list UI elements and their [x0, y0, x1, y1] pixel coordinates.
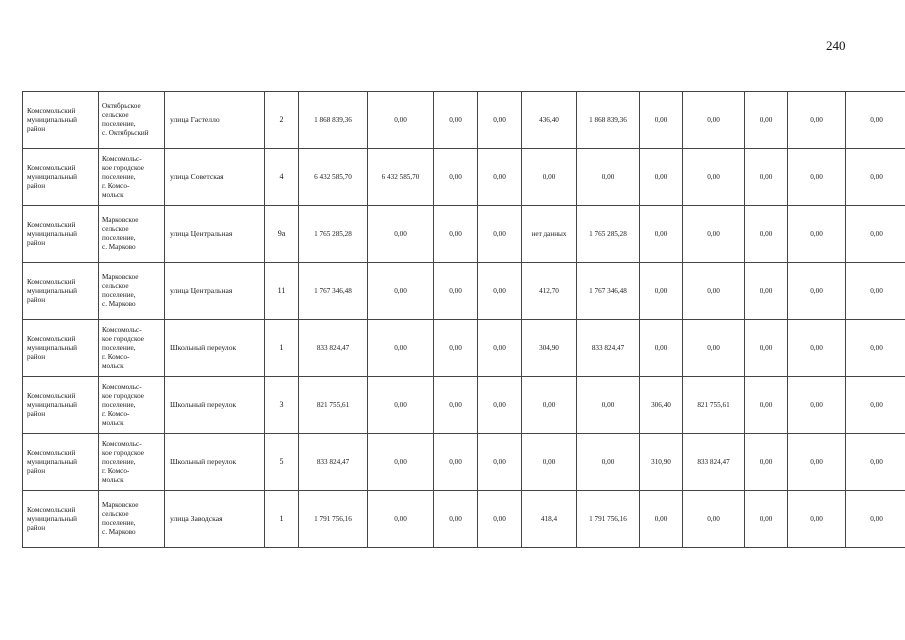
value-cell: 0,00: [788, 377, 846, 434]
value-cell: 0,00: [745, 434, 788, 491]
value-cell: 833 824,47: [299, 434, 368, 491]
value-cell: 0,00: [368, 377, 434, 434]
value-cell: 0,00: [434, 206, 478, 263]
table-row: [23, 263, 905, 320]
value-cell: 0,00: [478, 206, 522, 263]
value-cell: 0,00: [434, 434, 478, 491]
street-cell: улица Гастелло: [165, 92, 265, 149]
house-number-cell: 5: [265, 434, 299, 491]
value-cell: 0,00: [368, 263, 434, 320]
value-cell: 0,00: [788, 263, 846, 320]
house-number-cell: 9а: [265, 206, 299, 263]
value-cell: 0,00: [434, 263, 478, 320]
value-cell: 1 765 285,28: [299, 206, 368, 263]
page-number: 240: [826, 38, 846, 53]
district-cell: Комсомольский муниципальный район: [23, 92, 99, 149]
street-cell: Школьный переулок: [165, 377, 265, 434]
value-cell: 0,00: [640, 263, 683, 320]
value-cell: 833 824,47: [299, 320, 368, 377]
value-cell: нет данных: [522, 206, 577, 263]
table-row: [23, 434, 905, 491]
value-cell: 0,00: [745, 377, 788, 434]
house-number-cell: 1: [265, 320, 299, 377]
district-cell: Комсомольский муниципальный район: [23, 206, 99, 263]
value-cell: 0,00: [846, 320, 905, 377]
value-cell: 1 868 839,36: [577, 92, 640, 149]
value-cell: 0,00: [745, 320, 788, 377]
settlement-cell: Октябрьское сельское поселение, с. Октябрьский: [99, 92, 165, 149]
settlement-cell: Комсомольс- кое городское поселение, г. Комсо- мольск: [99, 320, 165, 377]
value-cell: 0,00: [640, 149, 683, 206]
value-cell: 0,00: [846, 491, 905, 548]
value-cell: 0,00: [478, 263, 522, 320]
street-cell: улица Центральная: [165, 206, 265, 263]
value-cell: 0,00: [683, 92, 745, 149]
street-cell: Школьный переулок: [165, 320, 265, 377]
value-cell: 833 824,47: [683, 434, 745, 491]
value-cell: 310,90: [640, 434, 683, 491]
street-cell: улица Центральная: [165, 263, 265, 320]
value-cell: 6 432 585,70: [299, 149, 368, 206]
value-cell: 0,00: [683, 149, 745, 206]
value-cell: 0,00: [434, 92, 478, 149]
value-cell: 0,00: [478, 92, 522, 149]
district-cell: Комсомольский муниципальный район: [23, 434, 99, 491]
value-cell: 0,00: [745, 491, 788, 548]
value-cell: 0,00: [683, 206, 745, 263]
value-cell: 0,00: [640, 320, 683, 377]
settlement-cell: Марковское сельское поселение, с. Марково: [99, 206, 165, 263]
settlement-cell: Комсомольс- кое городское поселение, г. Комсо- мольск: [99, 377, 165, 434]
value-cell: 0,00: [478, 377, 522, 434]
street-cell: улица Заводская: [165, 491, 265, 548]
value-cell: 0,00: [788, 320, 846, 377]
district-cell: Комсомольский муниципальный район: [23, 377, 99, 434]
value-cell: 0,00: [745, 92, 788, 149]
value-cell: 0,00: [640, 206, 683, 263]
street-cell: улица Советская: [165, 149, 265, 206]
value-cell: 0,00: [434, 149, 478, 206]
value-cell: 0,00: [846, 149, 905, 206]
value-cell: 1 791 756,16: [577, 491, 640, 548]
value-cell: 0,00: [745, 149, 788, 206]
value-cell: 0,00: [577, 434, 640, 491]
housing-register-table: [22, 91, 905, 548]
value-cell: 0,00: [788, 149, 846, 206]
table-row: [23, 206, 905, 263]
settlement-cell: Комсомольс- кое городское поселение, г. Комсо- мольск: [99, 149, 165, 206]
value-cell: 0,00: [434, 320, 478, 377]
table-row: [23, 320, 905, 377]
table-row: [23, 377, 905, 434]
value-cell: 412,70: [522, 263, 577, 320]
value-cell: 6 432 585,70: [368, 149, 434, 206]
value-cell: 0,00: [434, 377, 478, 434]
table-row: [23, 491, 905, 548]
value-cell: 0,00: [846, 263, 905, 320]
table-row: [23, 92, 905, 149]
value-cell: 0,00: [577, 377, 640, 434]
district-cell: Комсомольский муниципальный район: [23, 491, 99, 548]
value-cell: 0,00: [683, 320, 745, 377]
value-cell: 0,00: [745, 206, 788, 263]
value-cell: 1 767 346,48: [299, 263, 368, 320]
value-cell: 304,90: [522, 320, 577, 377]
value-cell: 0,00: [745, 263, 788, 320]
value-cell: 306,40: [640, 377, 683, 434]
value-cell: 0,00: [368, 320, 434, 377]
value-cell: 0,00: [434, 491, 478, 548]
value-cell: 0,00: [788, 434, 846, 491]
value-cell: 821 755,61: [299, 377, 368, 434]
value-cell: 0,00: [478, 491, 522, 548]
value-cell: 0,00: [846, 434, 905, 491]
house-number-cell: 3: [265, 377, 299, 434]
house-number-cell: 2: [265, 92, 299, 149]
value-cell: 1 791 756,16: [299, 491, 368, 548]
street-cell: Школьный переулок: [165, 434, 265, 491]
value-cell: 0,00: [522, 434, 577, 491]
value-cell: 0,00: [788, 92, 846, 149]
value-cell: 0,00: [846, 377, 905, 434]
value-cell: 1 765 285,28: [577, 206, 640, 263]
value-cell: 0,00: [846, 206, 905, 263]
value-cell: 0,00: [368, 491, 434, 548]
district-cell: Комсомольский муниципальный район: [23, 320, 99, 377]
table-row: [23, 149, 905, 206]
value-cell: 0,00: [640, 92, 683, 149]
value-cell: 0,00: [478, 320, 522, 377]
value-cell: 0,00: [522, 377, 577, 434]
value-cell: 0,00: [478, 434, 522, 491]
value-cell: 0,00: [788, 491, 846, 548]
value-cell: 0,00: [640, 491, 683, 548]
value-cell: 833 824,47: [577, 320, 640, 377]
value-cell: 0,00: [683, 263, 745, 320]
value-cell: 0,00: [683, 491, 745, 548]
value-cell: 0,00: [846, 92, 905, 149]
settlement-cell: Комсомольс- кое городское поселение, г. Комсо- мольск: [99, 434, 165, 491]
house-number-cell: 11: [265, 263, 299, 320]
house-number-cell: 1: [265, 491, 299, 548]
value-cell: 0,00: [788, 206, 846, 263]
settlement-cell: Марковское сельское поселение, с. Марково: [99, 491, 165, 548]
value-cell: 0,00: [368, 206, 434, 263]
district-cell: Комсомольский муниципальный район: [23, 149, 99, 206]
value-cell: 0,00: [368, 434, 434, 491]
table-body: [23, 92, 905, 548]
value-cell: 1 868 839,36: [299, 92, 368, 149]
house-number-cell: 4: [265, 149, 299, 206]
value-cell: 0,00: [478, 149, 522, 206]
district-cell: Комсомольский муниципальный район: [23, 263, 99, 320]
settlement-cell: Марковское сельское поселение, с. Марково: [99, 263, 165, 320]
value-cell: 436,40: [522, 92, 577, 149]
value-cell: 0,00: [577, 149, 640, 206]
value-cell: 0,00: [522, 149, 577, 206]
value-cell: 821 755,61: [683, 377, 745, 434]
value-cell: 0,00: [368, 92, 434, 149]
value-cell: 418,4: [522, 491, 577, 548]
value-cell: 1 767 346,48: [577, 263, 640, 320]
